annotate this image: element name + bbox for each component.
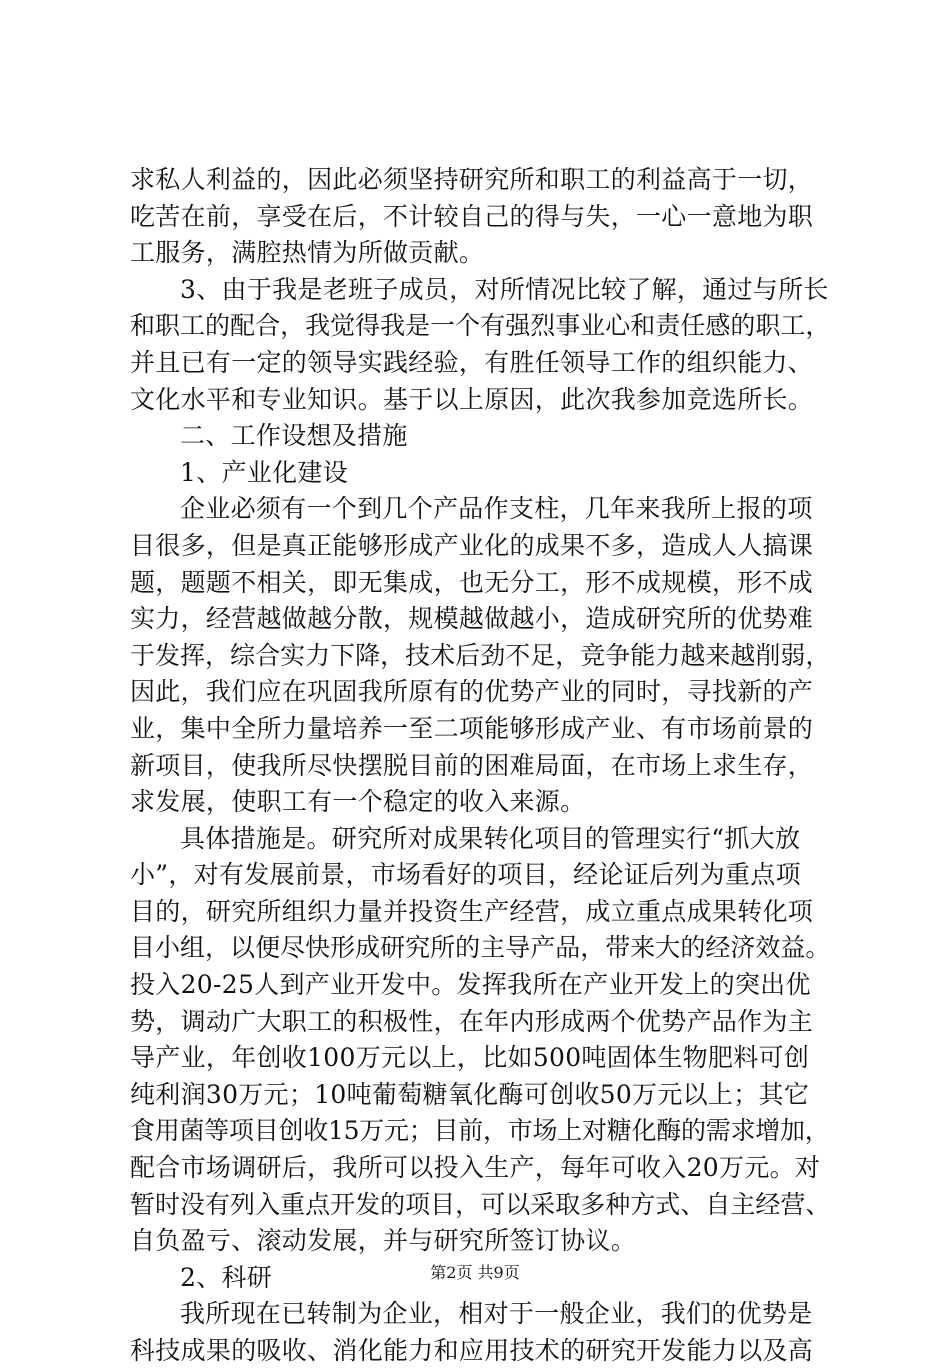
text-line: 求私人利益的，因此必须坚持研究所和职工的利益高于一切， (130, 165, 814, 194)
text-line: 配合市场调研后，我所可以投入生产，每年可收入20万元。对 (130, 1153, 821, 1183)
text-line: 目很多，但是真正能够形成产业化的成果不多，造成人人搞课 (130, 530, 814, 560)
text-line: 3、由于我是老班子成员，对所情况比较了解，通过与所长 (180, 274, 829, 304)
text-line: 科技成果的吸收、消化能力和应用技术的研究开发能力以及高 (130, 1336, 814, 1365)
text-line: 投入20-25人到产业开发中。发挥我所在产业开发上的突出优 (130, 970, 811, 1000)
text-line: 自负盈亏、滚动发展，并与研究所签订协议。 (130, 1226, 637, 1256)
text-line: 于发挥，综合实力下降，技术后劲不足，竞争能力越来越削弱， (130, 640, 831, 670)
text-line: 求发展，使职工有一个稳定的收入来源。 (130, 787, 586, 817)
text-line: 纯利润30万元；10吨葡萄糖氧化酶可创收50万元以上；其它 (130, 1079, 810, 1109)
page-footer: 第2页 共9页 (430, 1263, 520, 1282)
text-line: 导产业，年创收100万元以上，比如500吨固体生物肥料可创 (130, 1043, 810, 1073)
text-line: 和职工的配合，我觉得我是一个有强烈事业心和责任感的职工， (130, 311, 831, 341)
text-line: 二、工作设想及措施 (180, 421, 408, 451)
text-line: 吃苦在前，享受在后，不计较自己的得与失，一心一意地为职 (130, 201, 814, 231)
text-line: 目的，研究所组织力量并投资生产经营，成立重点成果转化项 (130, 896, 814, 926)
text-line: 题，题题不相关，即无集成，也无分工，形不成规模，形不成 (130, 567, 814, 597)
document-body (130, 162, 830, 1370)
text-line: 食用菌等项目创收15万元；目前，市场上对糖化酶的需求增加， (130, 1116, 830, 1146)
text-line: 小”，对有发展前景，市场看好的项目，经论证后列为重点项 (130, 860, 801, 890)
text-line: 并且已有一定的领导实践经验，有胜任领导工作的组织能力、 (130, 347, 814, 377)
text-line: 具体措施是。研究所对成果转化项目的管理实行“抓大放 (180, 823, 801, 853)
text-line: 实力，经营越做越分散，规模越做越小，造成研究所的优势难 (130, 604, 814, 634)
text-line: 目小组，以便尽快形成研究所的主导产品，带来大的经济效益。 (130, 933, 831, 963)
text-line: 工服务，满腔热情为所做贡献。 (130, 238, 485, 268)
text-line: 因此，我们应在巩固我所原有的优势产业的同时，寻找新的产 (130, 677, 814, 707)
text-line: 1、产业化建设 (180, 457, 349, 487)
text-line: 势，调动广大职工的积极性，在年内形成两个优势产品作为主 (130, 1006, 814, 1036)
text-line: 暂时没有列入重点开发的项目，可以采取多种方式、自主经营、 (130, 1189, 831, 1219)
text-line: 业，集中全所力量培养一至二项能够形成产业、有市场前景的 (130, 713, 814, 743)
text-line: 文化水平和专业知识。基于以上原因，此次我参加竞选所长。 (130, 384, 814, 414)
text-line: 企业必须有一个到几个产品作支柱，几年来我所上报的项 (180, 494, 813, 524)
text-line: 新项目，使我所尽快摆脱目前的困难局面，在市场上求生存， (130, 750, 814, 780)
text-line: 我所现在已转制为企业，相对于一般企业，我们的优势是 (180, 1299, 813, 1329)
text-line: 2、科研 (180, 1262, 273, 1292)
